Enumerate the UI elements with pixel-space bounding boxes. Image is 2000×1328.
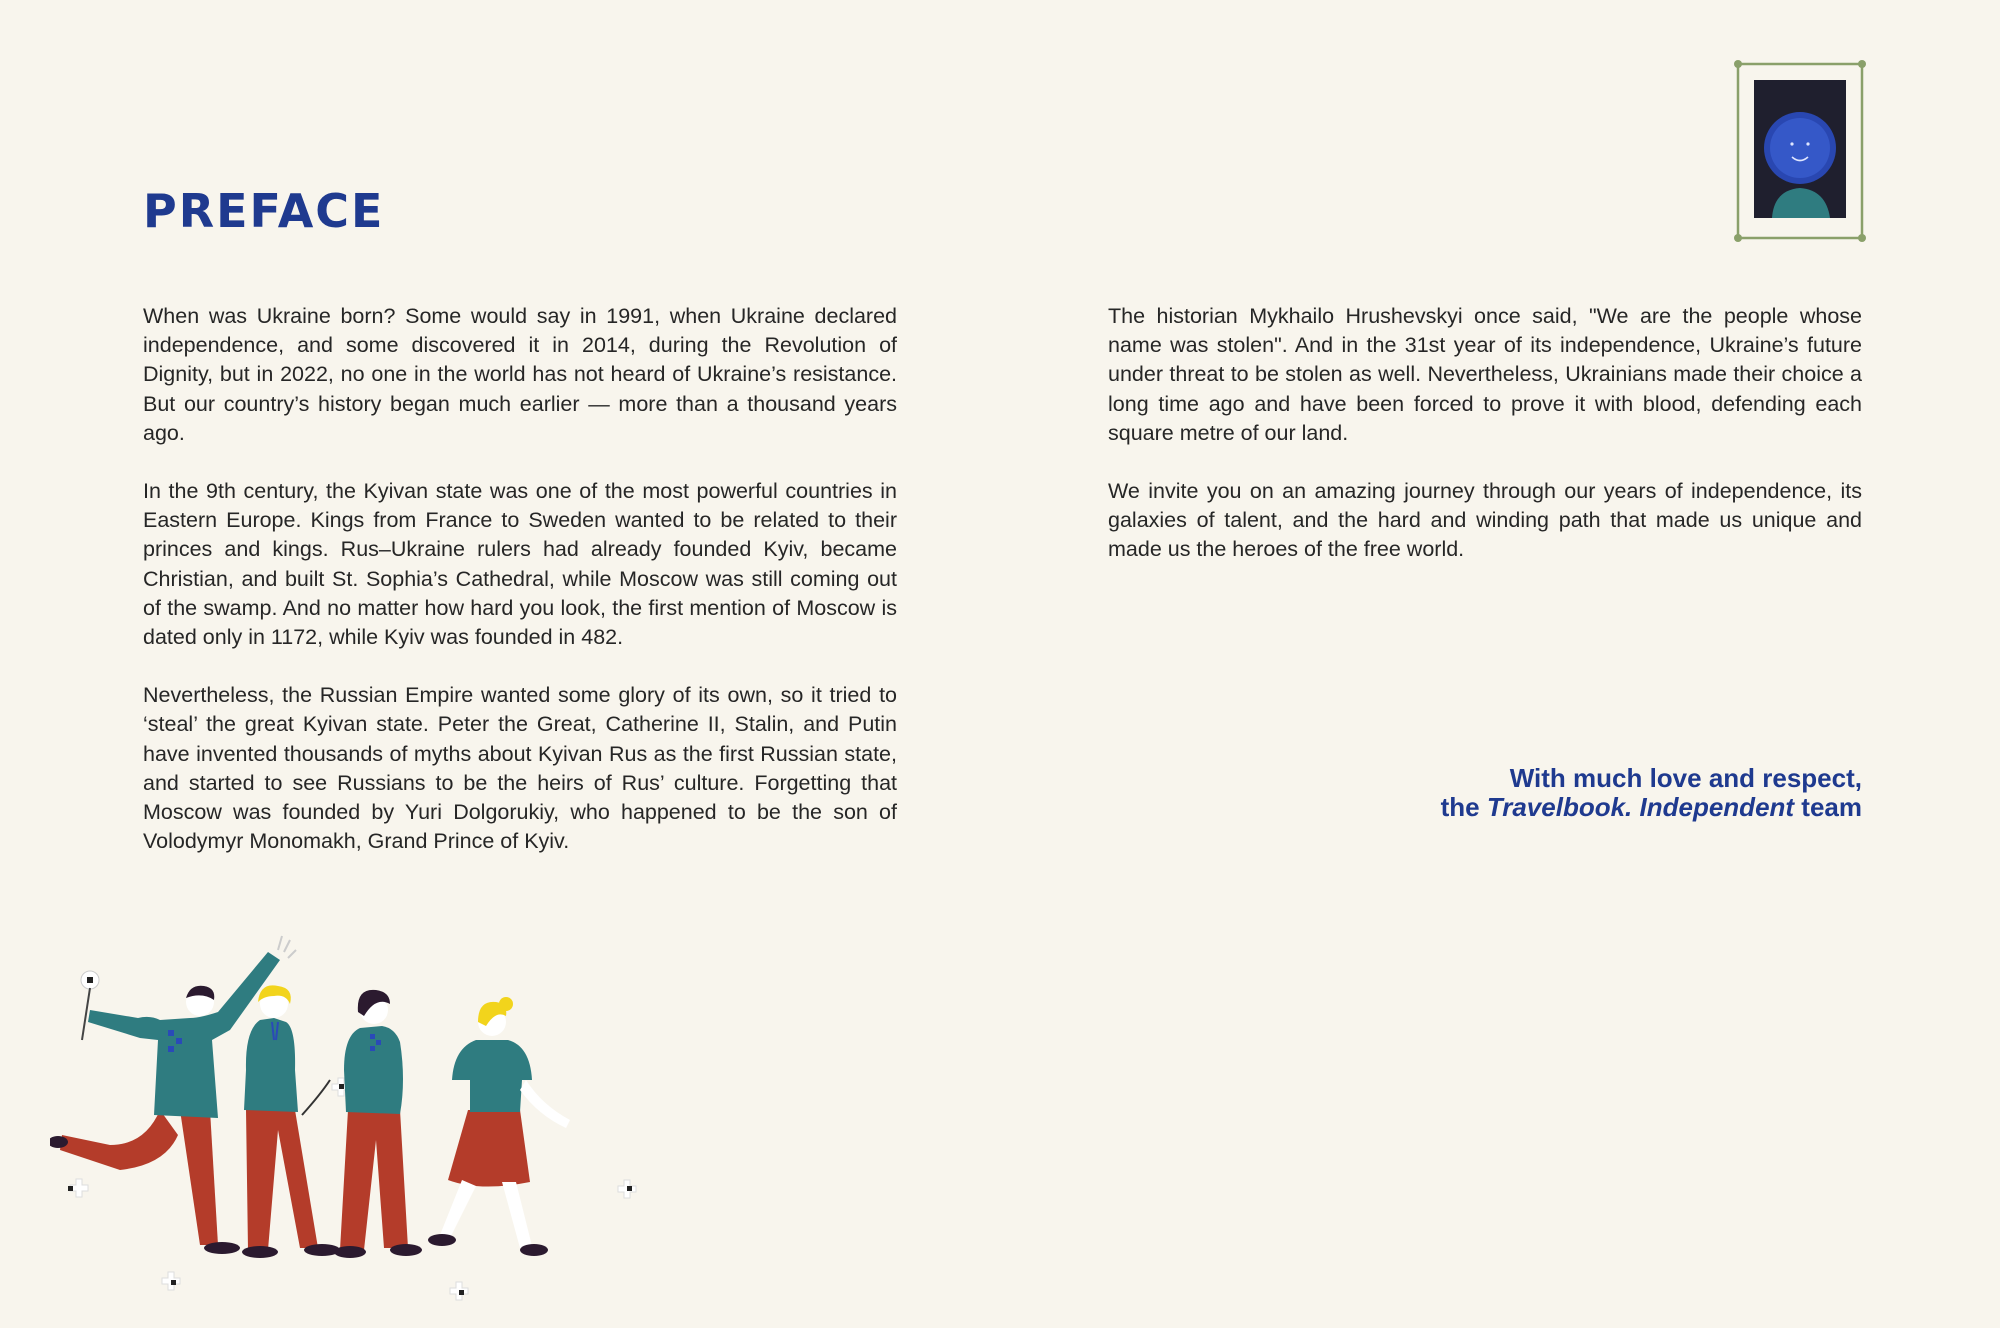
page-title: PREFACE [143,184,385,238]
dancing-people-illustration-icon [50,930,650,1310]
framed-portrait-icon [1734,60,1866,242]
left-column [143,302,897,885]
paragraph: The historian Mykhailo Hrushevskyi once said, "We are the people whose name was stolen". And in the 31st year of its independence, Ukraine’s future under threat to be stolen as well. Nevertheless, Ukrainians made their choice a long time ago and have been forced to prove it with blood, defending each square metre of our land. [1108,304,1862,445]
signature-suffix: team [1794,792,1862,822]
signature [1441,764,1862,822]
paragraph: When was Ukraine born? Some would say in 1991, when Ukraine declared independence, and some discovered it in 2014, during the Revolution of Dignity, but in 2022, no one in the world has not heard of Ukraine’s resistance. But our country’s history began much earlier — more than a thousand years ago. [143,304,897,445]
signature-line-1: With much love and respect, [1509,763,1862,793]
signature-space [1632,792,1639,822]
right-column [1108,302,1862,594]
signature-line-2 [1441,793,1862,822]
paragraph: Nevertheless, the Russian Empire wanted some glory of its own, so it tried to ‘steal’ the great Kyivan state. Peter the Great, Catherine II, Stalin, and Putin have invented thousands of myths about Kyivan Rus as the first Russian state, and started to see Russians to be the heirs of Rus’ culture. Forgetting that Moscow was founded by Yuri Dolgorukiy, who happened to be the son of Volodymyr Monomakh, Grand Prince of Kyiv. [143,683,897,854]
signature-prefix: the [1440,792,1487,822]
paragraph: We invite you on an amazing journey through our years of independence, its galaxies of talent, and the hard and winding path that made us unique and made us the heroes of the free world. [1108,479,1862,562]
paragraph: In the 9th century, the Kyivan state was one of the most powerful countries in Eastern Europe. Kings from France to Sweden wanted to be related to their princes and kings. Rus–Ukraine rulers had already founded Kyiv, became Christian, and built St. Sophia’s Cathedral, while Moscow was still coming out of the swamp. And no matter how hard you look, the first mention of Moscow is dated only in 1172, while Kyiv was founded in 482. [143,479,897,650]
brand-name-independent: Independent [1639,792,1795,822]
brand-name-travelbook: Travelbook. [1486,792,1633,822]
